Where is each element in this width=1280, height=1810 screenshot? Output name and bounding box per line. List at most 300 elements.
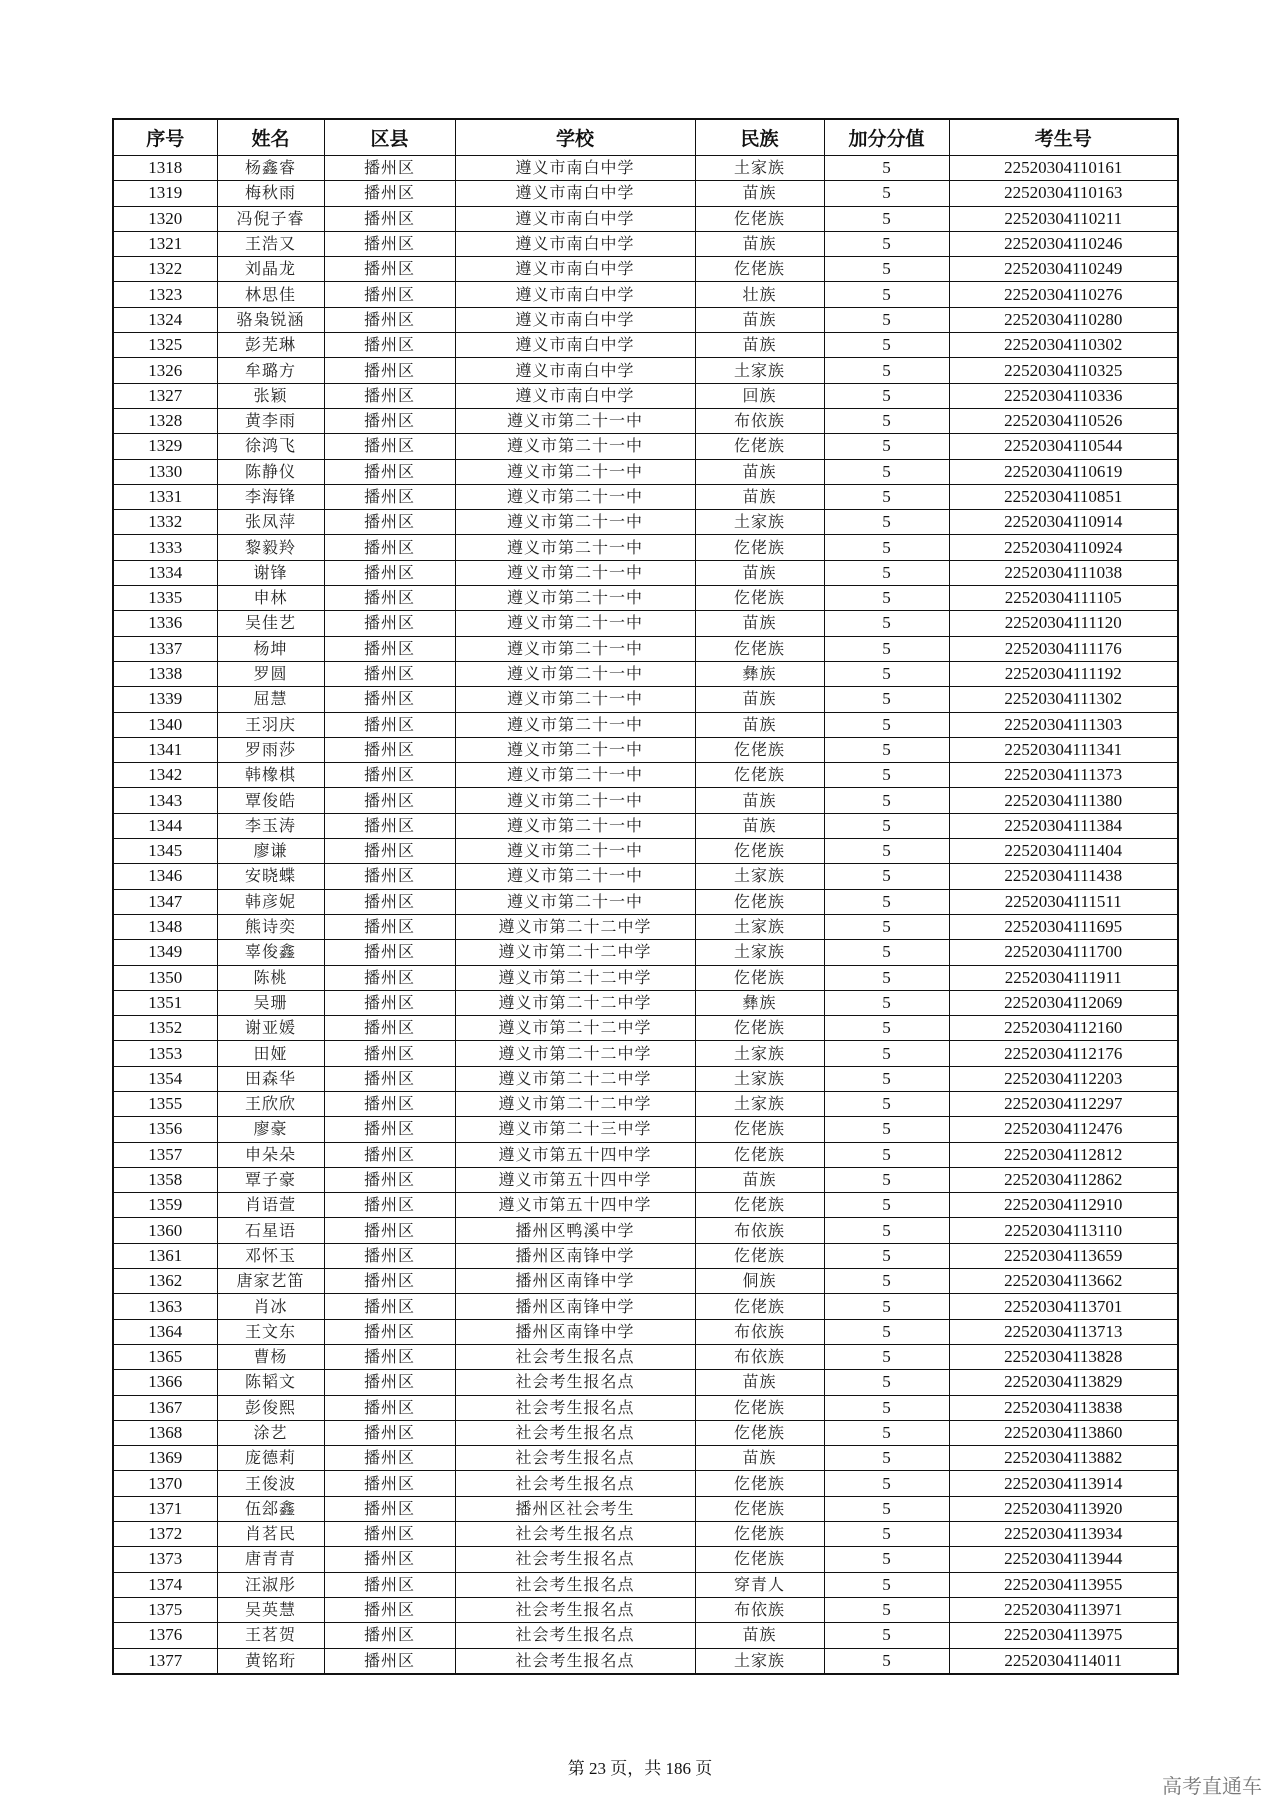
cell-school: 遵义市第二十一中 (455, 636, 695, 661)
cell-ethnicity: 仡佬族 (695, 1117, 824, 1142)
cell-school: 遵义市第二十一中 (455, 586, 695, 611)
cell-ethnicity: 仡佬族 (695, 1522, 824, 1547)
cell-school: 遵义市第二十一中 (455, 763, 695, 788)
cell-name: 李海锋 (217, 484, 324, 509)
table-header-row (113, 119, 1178, 156)
cell-bonus: 5 (824, 383, 949, 408)
cell-county: 播州区 (324, 459, 455, 484)
cell-school: 遵义市南白中学 (455, 383, 695, 408)
table-row (113, 990, 1178, 1015)
cell-name: 王浩又 (217, 231, 324, 256)
cell-school: 遵义市第五十四中学 (455, 1193, 695, 1218)
table-row (113, 914, 1178, 939)
table-row (113, 484, 1178, 509)
cell-index: 1373 (113, 1547, 217, 1572)
cell-index: 1355 (113, 1091, 217, 1116)
cell-bonus: 5 (824, 1572, 949, 1597)
table-row (113, 1446, 1178, 1471)
cell-exam-id: 22520304111303 (949, 712, 1178, 737)
cell-name: 安晓蝶 (217, 864, 324, 889)
table-row (113, 307, 1178, 332)
cell-school: 遵义市第二十二中学 (455, 1066, 695, 1091)
cell-index: 1352 (113, 1016, 217, 1041)
cell-exam-id: 22520304112069 (949, 990, 1178, 1015)
cell-index: 1348 (113, 914, 217, 939)
cell-index: 1358 (113, 1167, 217, 1192)
cell-school: 遵义市第二十一中 (455, 737, 695, 762)
cell-county: 播州区 (324, 1117, 455, 1142)
cell-county: 播州区 (324, 864, 455, 889)
cell-bonus: 5 (824, 459, 949, 484)
table-row (113, 1648, 1178, 1674)
cell-exam-id: 22520304111384 (949, 813, 1178, 838)
cell-index: 1335 (113, 586, 217, 611)
cell-exam-id: 22520304113934 (949, 1522, 1178, 1547)
cell-index: 1318 (113, 156, 217, 181)
cell-name: 覃俊皓 (217, 788, 324, 813)
cell-ethnicity: 仡佬族 (695, 1420, 824, 1445)
cell-school: 遵义市第二十一中 (455, 661, 695, 686)
table-row (113, 383, 1178, 408)
cell-bonus: 5 (824, 636, 949, 661)
cell-school: 遵义市南白中学 (455, 358, 695, 383)
cell-ethnicity: 仡佬族 (695, 1547, 824, 1572)
cell-bonus: 5 (824, 333, 949, 358)
table-row (113, 839, 1178, 864)
cell-name: 陈静仪 (217, 459, 324, 484)
cell-ethnicity: 仡佬族 (695, 1016, 824, 1041)
cell-county: 播州区 (324, 560, 455, 585)
cell-exam-id: 22520304113944 (949, 1547, 1178, 1572)
cell-bonus: 5 (824, 282, 949, 307)
cell-bonus: 5 (824, 1597, 949, 1622)
table-row (113, 864, 1178, 889)
cell-bonus: 5 (824, 1319, 949, 1344)
cell-exam-id: 22520304111373 (949, 763, 1178, 788)
cell-index: 1340 (113, 712, 217, 737)
cell-ethnicity: 布依族 (695, 1344, 824, 1369)
cell-school: 遵义市南白中学 (455, 257, 695, 282)
cell-bonus: 5 (824, 687, 949, 712)
cell-exam-id: 22520304113882 (949, 1446, 1178, 1471)
cell-exam-id: 22520304110619 (949, 459, 1178, 484)
cell-ethnicity: 苗族 (695, 231, 824, 256)
table-row (113, 1547, 1178, 1572)
cell-school: 遵义市第二十二中学 (455, 1041, 695, 1066)
cell-county: 播州区 (324, 156, 455, 181)
cell-index: 1322 (113, 257, 217, 282)
cell-county: 播州区 (324, 1243, 455, 1268)
cell-bonus: 5 (824, 408, 949, 433)
cell-bonus: 5 (824, 535, 949, 560)
cell-county: 播州区 (324, 712, 455, 737)
cell-name: 黄铭珩 (217, 1648, 324, 1674)
cell-name: 吴珊 (217, 990, 324, 1015)
cell-index: 1350 (113, 965, 217, 990)
cell-county: 播州区 (324, 940, 455, 965)
header-index: 序号 (113, 119, 217, 156)
table-row (113, 510, 1178, 535)
cell-index: 1369 (113, 1446, 217, 1471)
cell-ethnicity: 土家族 (695, 156, 824, 181)
cell-exam-id: 22520304112203 (949, 1066, 1178, 1091)
cell-county: 播州区 (324, 1091, 455, 1116)
cell-name: 辜俊鑫 (217, 940, 324, 965)
cell-index: 1325 (113, 333, 217, 358)
cell-name: 杨坤 (217, 636, 324, 661)
cell-county: 播州区 (324, 1496, 455, 1521)
cell-school: 遵义市第二十二中学 (455, 1016, 695, 1041)
cell-ethnicity: 苗族 (695, 333, 824, 358)
table-row (113, 1597, 1178, 1622)
cell-index: 1328 (113, 408, 217, 433)
cell-ethnicity: 苗族 (695, 1167, 824, 1192)
table-row (113, 408, 1178, 433)
table-row (113, 560, 1178, 585)
cell-school: 遵义市南白中学 (455, 206, 695, 231)
cell-exam-id: 22520304110163 (949, 181, 1178, 206)
cell-name: 田娅 (217, 1041, 324, 1066)
cell-county: 播州区 (324, 1319, 455, 1344)
cell-bonus: 5 (824, 914, 949, 939)
cell-index: 1324 (113, 307, 217, 332)
cell-name: 刘晶龙 (217, 257, 324, 282)
cell-county: 播州区 (324, 1547, 455, 1572)
cell-school: 遵义市第二十一中 (455, 864, 695, 889)
cell-school: 遵义市第二十一中 (455, 535, 695, 560)
cell-exam-id: 22520304110544 (949, 434, 1178, 459)
cell-ethnicity: 仡佬族 (695, 1294, 824, 1319)
cell-ethnicity: 仡佬族 (695, 763, 824, 788)
cell-exam-id: 22520304110302 (949, 333, 1178, 358)
cell-exam-id: 22520304113110 (949, 1218, 1178, 1243)
cell-county: 播州区 (324, 333, 455, 358)
cell-index: 1343 (113, 788, 217, 813)
cell-index: 1319 (113, 181, 217, 206)
cell-index: 1347 (113, 889, 217, 914)
table-row (113, 763, 1178, 788)
cell-county: 播州区 (324, 1294, 455, 1319)
table-row (113, 1395, 1178, 1420)
cell-bonus: 5 (824, 1193, 949, 1218)
cell-exam-id: 22520304110336 (949, 383, 1178, 408)
cell-exam-id: 22520304113955 (949, 1572, 1178, 1597)
cell-county: 播州区 (324, 636, 455, 661)
table-row (113, 1066, 1178, 1091)
cell-index: 1332 (113, 510, 217, 535)
cell-exam-id: 22520304111911 (949, 965, 1178, 990)
cell-ethnicity: 彝族 (695, 661, 824, 686)
table-row (113, 181, 1178, 206)
cell-county: 播州区 (324, 231, 455, 256)
table-row (113, 333, 1178, 358)
cell-county: 播州区 (324, 1623, 455, 1648)
cell-name: 骆枭锐涵 (217, 307, 324, 332)
cell-bonus: 5 (824, 712, 949, 737)
cell-name: 牟璐方 (217, 358, 324, 383)
table-row (113, 1294, 1178, 1319)
cell-index: 1370 (113, 1471, 217, 1496)
cell-ethnicity: 土家族 (695, 1091, 824, 1116)
cell-exam-id: 22520304113920 (949, 1496, 1178, 1521)
cell-index: 1321 (113, 231, 217, 256)
cell-ethnicity: 仡佬族 (695, 1243, 824, 1268)
cell-bonus: 5 (824, 889, 949, 914)
cell-county: 播州区 (324, 206, 455, 231)
cell-bonus: 5 (824, 1420, 949, 1445)
cell-school: 遵义市第二十一中 (455, 839, 695, 864)
cell-exam-id: 22520304112160 (949, 1016, 1178, 1041)
cell-bonus: 5 (824, 206, 949, 231)
cell-name: 曹杨 (217, 1344, 324, 1369)
cell-bonus: 5 (824, 661, 949, 686)
cell-ethnicity: 土家族 (695, 510, 824, 535)
cell-exam-id: 22520304111700 (949, 940, 1178, 965)
cell-ethnicity: 苗族 (695, 687, 824, 712)
cell-ethnicity: 布依族 (695, 1597, 824, 1622)
cell-exam-id: 22520304112910 (949, 1193, 1178, 1218)
cell-index: 1320 (113, 206, 217, 231)
cell-ethnicity: 布依族 (695, 408, 824, 433)
cell-exam-id: 22520304111176 (949, 636, 1178, 661)
cell-index: 1333 (113, 535, 217, 560)
cell-bonus: 5 (824, 560, 949, 585)
cell-county: 播州区 (324, 510, 455, 535)
cell-county: 播州区 (324, 535, 455, 560)
cell-bonus: 5 (824, 257, 949, 282)
cell-ethnicity: 苗族 (695, 712, 824, 737)
cell-bonus: 5 (824, 737, 949, 762)
cell-name: 肖冰 (217, 1294, 324, 1319)
cell-exam-id: 22520304111120 (949, 611, 1178, 636)
cell-exam-id: 22520304111438 (949, 864, 1178, 889)
cell-name: 王俊波 (217, 1471, 324, 1496)
cell-exam-id: 22520304110211 (949, 206, 1178, 231)
cell-county: 播州区 (324, 484, 455, 509)
table-row (113, 687, 1178, 712)
cell-name: 肖茗民 (217, 1522, 324, 1547)
cell-ethnicity: 苗族 (695, 788, 824, 813)
cell-ethnicity: 仡佬族 (695, 535, 824, 560)
cell-county: 播州区 (324, 687, 455, 712)
cell-index: 1342 (113, 763, 217, 788)
header-bonus: 加分分值 (824, 119, 949, 156)
cell-name: 黎毅羚 (217, 535, 324, 560)
header-ethnicity: 民族 (695, 119, 824, 156)
cell-school: 社会考生报名点 (455, 1547, 695, 1572)
cell-county: 播州区 (324, 1648, 455, 1674)
cell-exam-id: 22520304112297 (949, 1091, 1178, 1116)
cell-bonus: 5 (824, 1294, 949, 1319)
cell-exam-id: 22520304113860 (949, 1420, 1178, 1445)
cell-county: 播州区 (324, 586, 455, 611)
table-row (113, 1041, 1178, 1066)
cell-exam-id: 22520304113971 (949, 1597, 1178, 1622)
table-row (113, 1117, 1178, 1142)
cell-bonus: 5 (824, 484, 949, 509)
cell-exam-id: 22520304110246 (949, 231, 1178, 256)
page-number: 第 23 页，共 186 页 (567, 1759, 713, 1778)
cell-school: 遵义市第二十二中学 (455, 940, 695, 965)
cell-school: 遵义市第二十三中学 (455, 1117, 695, 1142)
cell-index: 1359 (113, 1193, 217, 1218)
cell-index: 1371 (113, 1496, 217, 1521)
cell-ethnicity: 土家族 (695, 358, 824, 383)
cell-index: 1366 (113, 1370, 217, 1395)
cell-bonus: 5 (824, 1446, 949, 1471)
cell-exam-id: 22520304114011 (949, 1648, 1178, 1674)
cell-name: 谢锋 (217, 560, 324, 585)
cell-name: 冯倪子睿 (217, 206, 324, 231)
table-row (113, 1243, 1178, 1268)
cell-county: 播州区 (324, 1269, 455, 1294)
table-row (113, 1471, 1178, 1496)
cell-index: 1361 (113, 1243, 217, 1268)
cell-ethnicity: 土家族 (695, 914, 824, 939)
cell-school: 遵义市第二十一中 (455, 459, 695, 484)
cell-bonus: 5 (824, 434, 949, 459)
cell-county: 播州区 (324, 1370, 455, 1395)
table-row (113, 661, 1178, 686)
cell-name: 彭俊熙 (217, 1395, 324, 1420)
cell-school: 遵义市第二十一中 (455, 408, 695, 433)
cell-exam-id: 22520304111695 (949, 914, 1178, 939)
cell-name: 唐青青 (217, 1547, 324, 1572)
table-row (113, 1319, 1178, 1344)
cell-bonus: 5 (824, 307, 949, 332)
cell-county: 播州区 (324, 408, 455, 433)
cell-name: 韩彦妮 (217, 889, 324, 914)
cell-name: 罗雨莎 (217, 737, 324, 762)
cell-school: 社会考生报名点 (455, 1597, 695, 1622)
cell-bonus: 5 (824, 1041, 949, 1066)
cell-exam-id: 22520304113701 (949, 1294, 1178, 1319)
cell-name: 吴英慧 (217, 1597, 324, 1622)
cell-name: 梅秋雨 (217, 181, 324, 206)
table-row (113, 1496, 1178, 1521)
cell-school: 社会考生报名点 (455, 1446, 695, 1471)
cell-bonus: 5 (824, 1370, 949, 1395)
cell-name: 王文东 (217, 1319, 324, 1344)
cell-county: 播州区 (324, 1344, 455, 1369)
cell-ethnicity: 布依族 (695, 1319, 824, 1344)
cell-school: 遵义市南白中学 (455, 156, 695, 181)
watermark: 高考直通车 (1162, 1774, 1262, 1798)
cell-bonus: 5 (824, 358, 949, 383)
table-row (113, 156, 1178, 181)
cell-county: 播州区 (324, 1572, 455, 1597)
table-row (113, 737, 1178, 762)
cell-county: 播州区 (324, 383, 455, 408)
cell-name: 肖语萱 (217, 1193, 324, 1218)
cell-school: 播州区南锋中学 (455, 1269, 695, 1294)
cell-county: 播州区 (324, 1041, 455, 1066)
table-row (113, 788, 1178, 813)
cell-name: 廖豪 (217, 1117, 324, 1142)
cell-school: 遵义市第二十二中学 (455, 914, 695, 939)
cell-ethnicity: 回族 (695, 383, 824, 408)
cell-bonus: 5 (824, 1066, 949, 1091)
cell-school: 社会考生报名点 (455, 1522, 695, 1547)
cell-name: 伍郐鑫 (217, 1496, 324, 1521)
cell-county: 播州区 (324, 282, 455, 307)
cell-bonus: 5 (824, 1522, 949, 1547)
table-row (113, 1344, 1178, 1369)
table-row (113, 1572, 1178, 1597)
cell-exam-id: 22520304112176 (949, 1041, 1178, 1066)
cell-county: 播州区 (324, 1066, 455, 1091)
cell-county: 播州区 (324, 1395, 455, 1420)
cell-exam-id: 22520304113662 (949, 1269, 1178, 1294)
cell-county: 播州区 (324, 1142, 455, 1167)
cell-school: 社会考生报名点 (455, 1623, 695, 1648)
cell-county: 播州区 (324, 914, 455, 939)
cell-index: 1374 (113, 1572, 217, 1597)
cell-bonus: 5 (824, 1117, 949, 1142)
cell-school: 遵义市第五十四中学 (455, 1142, 695, 1167)
cell-bonus: 5 (824, 1547, 949, 1572)
table-row (113, 1218, 1178, 1243)
cell-ethnicity: 仡佬族 (695, 206, 824, 231)
cell-school: 社会考生报名点 (455, 1395, 695, 1420)
cell-name: 屈慧 (217, 687, 324, 712)
cell-school: 播州区社会考生 (455, 1496, 695, 1521)
cell-name: 田森华 (217, 1066, 324, 1091)
cell-school: 社会考生报名点 (455, 1344, 695, 1369)
cell-exam-id: 22520304111038 (949, 560, 1178, 585)
cell-name: 韩橡棋 (217, 763, 324, 788)
table-row (113, 636, 1178, 661)
cell-exam-id: 22520304111302 (949, 687, 1178, 712)
cell-school: 遵义市第二十二中学 (455, 990, 695, 1015)
cell-bonus: 5 (824, 1496, 949, 1521)
cell-index: 1334 (113, 560, 217, 585)
cell-ethnicity: 彝族 (695, 990, 824, 1015)
cell-ethnicity: 苗族 (695, 459, 824, 484)
cell-exam-id: 22520304110914 (949, 510, 1178, 535)
cell-name: 吴佳艺 (217, 611, 324, 636)
cell-ethnicity: 仡佬族 (695, 1496, 824, 1521)
table-row (113, 1522, 1178, 1547)
header-exam-id: 考生号 (949, 119, 1178, 156)
cell-county: 播州区 (324, 661, 455, 686)
cell-ethnicity: 土家族 (695, 940, 824, 965)
cell-exam-id: 22520304111192 (949, 661, 1178, 686)
cell-name: 申林 (217, 586, 324, 611)
cell-index: 1338 (113, 661, 217, 686)
cell-bonus: 5 (824, 586, 949, 611)
cell-name: 石星语 (217, 1218, 324, 1243)
cell-county: 播州区 (324, 434, 455, 459)
cell-ethnicity: 土家族 (695, 864, 824, 889)
cell-ethnicity: 仡佬族 (695, 965, 824, 990)
cell-name: 杨鑫睿 (217, 156, 324, 181)
cell-bonus: 5 (824, 1623, 949, 1648)
table-row (113, 712, 1178, 737)
cell-county: 播州区 (324, 1167, 455, 1192)
cell-county: 播州区 (324, 1420, 455, 1445)
cell-exam-id: 22520304112476 (949, 1117, 1178, 1142)
cell-bonus: 5 (824, 1218, 949, 1243)
cell-index: 1353 (113, 1041, 217, 1066)
cell-index: 1375 (113, 1597, 217, 1622)
cell-index: 1330 (113, 459, 217, 484)
cell-name: 唐家艺笛 (217, 1269, 324, 1294)
cell-bonus: 5 (824, 1648, 949, 1674)
cell-index: 1354 (113, 1066, 217, 1091)
cell-ethnicity: 侗族 (695, 1269, 824, 1294)
table-row (113, 586, 1178, 611)
